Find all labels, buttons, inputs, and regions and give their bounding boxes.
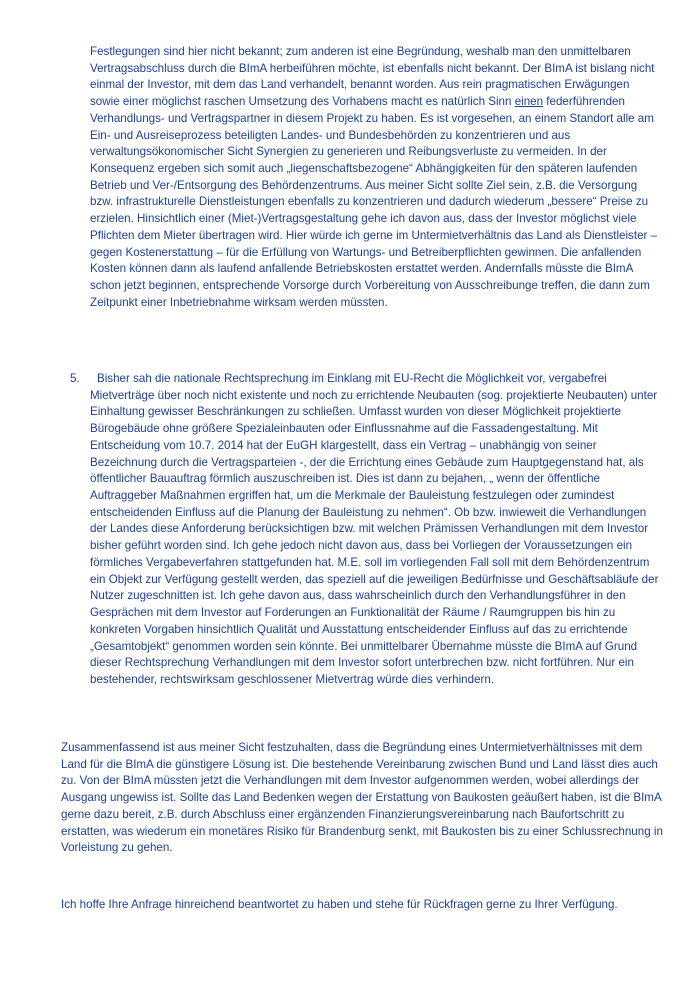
closing-paragraph: Ich hoffe Ihre Anfrage hinreichend beantwortet zu haben und stehe für Rückfragen gerne zu Ihrer Verfügung.: [61, 898, 618, 911]
underlined-word: einen: [514, 95, 544, 109]
paragraph-1-text-start: Festlegungen sind hier nicht bekannt; zum anderen ist eine Begründung, weshalb man den unmittelbaren Vertragsabschluss durch die BImA herbeiführen möchte, ist ebenfalls nicht bekannt. Der BImA ist bislang nicht einmal der Investor, mit dem das Land verhandelt, benannt worden. Aus rein pragmatischen Erwägungen sowie einer möglichst raschen Umsetzung des Vorhabens macht es natürlich Sinn: [90, 45, 655, 109]
list-item-5-text: Bisher sah die nationale Rechtsprechung im Einklang mit EU-Recht die Möglichkeit vor, vergabefrei Mietverträge über noch nicht existente und noch zu errichtende Neubauten (sog. projektierte Neubauten) unter Einhaltung gewisser Beschränkungen zu schließen. Umfasst wurden von dieser Möglichkeit projektierte Bürogebäude ohne größere Spezialeinbauten oder Einflussnahme auf die Fassadengestaltung. Mit Entscheidung vom 10.7. 2014 hat der EuGH klargestellt, dass ein Vertrag – unabhängig von seiner Bezeichnung durch die Vertragsparteien -, der die Errichtung eines Gebäude zum Hauptgegenstand hat, als öffentlicher Bauauftrag förmlich auszuschreiben ist. Dies ist dann zu bejahen, „ wenn der öffentliche Auftraggeber Maßnahmen ergriffen hat, um die Merkmale der Bauleistung festzulegen oder zumindest entscheidenden Einfluss auf die Planung der Bauleistung zu nehmen“. Ob bzw. inwieweit die Verhandlungen der Landes diese Anforderung berücksichtigen bzw. mit welchen Prämissen Verhandlungen mit dem Investor bisher geführt worden sind. Ich gehe jedoch nicht davon aus, dass bei Vorliegen der Voraussetzungen ein förmliches Vergabeverfahren stattgefunden hat. M.E. soll im vorliegenden Fall soll mit dem Behördenzentrum ein Objekt zur Verfügung gestellt werden, das speziell auf die jeweiligen Bedürfnisse und Geschäftsabläufe der Nutzer zugeschnitten ist. Ich gehe davon aus, dass wahrscheinlich durch den Verhandlungsführer in den Gesprächen mit dem Investor auf Forderungen an Funktionalität der Räume / Raumgruppen bis hin zu konkreten Vorgaben hinsichtlich Qualität und Ausstattung entscheidender Einfluss auf das zu errichtende „Gesamtobjekt“ genommen worden sein könnte. Bei unmittelbarer Übernahme müsste die BImA auf Grund dieser Rechtsprechung Verhandlungen mit dem Investor sofort unterbrechen bzw. nicht fortführen. Nur ein bestehender, rechtswirksam geschlossener Mietvertrag würde dies verhindern.: [90, 372, 659, 686]
summary-paragraph: Zusammenfassend ist aus meiner Sicht festzuhalten, dass die Begründung eines Untermietverhältnisses mit dem Land für die BImA die günstigere Lösung ist. Die bestehende Vereinbarung zwischen Bund und Land lässt dies auch zu. Von der BImA müssten jetzt die Verhandlungen mit dem Investor aufgenommen werden, wobei allerdings der Ausgang ungewiss ist. Sollte das Land Bedenken wegen der Erstattung von Baukosten geäußert haben, ist die BImA gerne dazu bereit, z.B. durch Abschluss einer ergänzenden Finanzierungsvereinbarung nach Baufortschritt zu erstatten, was wiederum ein monetäres Risiko für Brandenburg senkt, mit Baukosten bis zu einer Schlussrechnung in Vorleistung zu gehen.: [61, 741, 663, 855]
paragraph-1-text-end: federführenden Verhandlungs- und Vertragspartner in diesem Projekt zu haben. Es ist vorgesehen, an einem Standort alle am Ein- und Ausreiseprozess beteiligten Landes- und Bundesbehörden zu konzentrieren und aus verwaltungsökonomischer Sicht Synergien zu generieren und Reibungsverluste zu vermeiden. In der Konsequenz ergeben sich somit auch „liegenschaftsbezogene“ Abhängigkeiten für den späteren laufenden Betrieb und Ver-/Entsorgung des Behördenzentrums. Aus meiner Sicht sollte Ziel sein, z.B. die Versorgung bzw. infrastrukturelle Dienstleistungen ebenfalls zu konzentrieren und dadurch wiederum „bessere“ Preise zu erzielen. Hinsichtlich einer (Miet-)Vertragsgestaltung gehe ich davon aus, dass der Investor möglichst viele Pflichten dem Mieter übertragen wird. Hier würde ich gerne im Untermietverhältnis das Land als Dienstleister – gegen Kostenerstattung – für die Erfüllung von Wartungs- und Betreiberpflichten gewinnen. Die anfallenden Kosten können dann als laufend anfallende Betriebskosten erstattet werden. Andernfalls müsste die BImA schon jetzt beginnen, entsprechende Vorsorge durch Vorbereitung von Ausschreibunge treffen, die dann zum Zeitpunkt einer Inbetriebnahme wirksam werden müssten.: [90, 95, 658, 309]
list-item-number: 5.: [70, 372, 80, 385]
paragraph-investor-negotiation: [90, 44, 662, 312]
